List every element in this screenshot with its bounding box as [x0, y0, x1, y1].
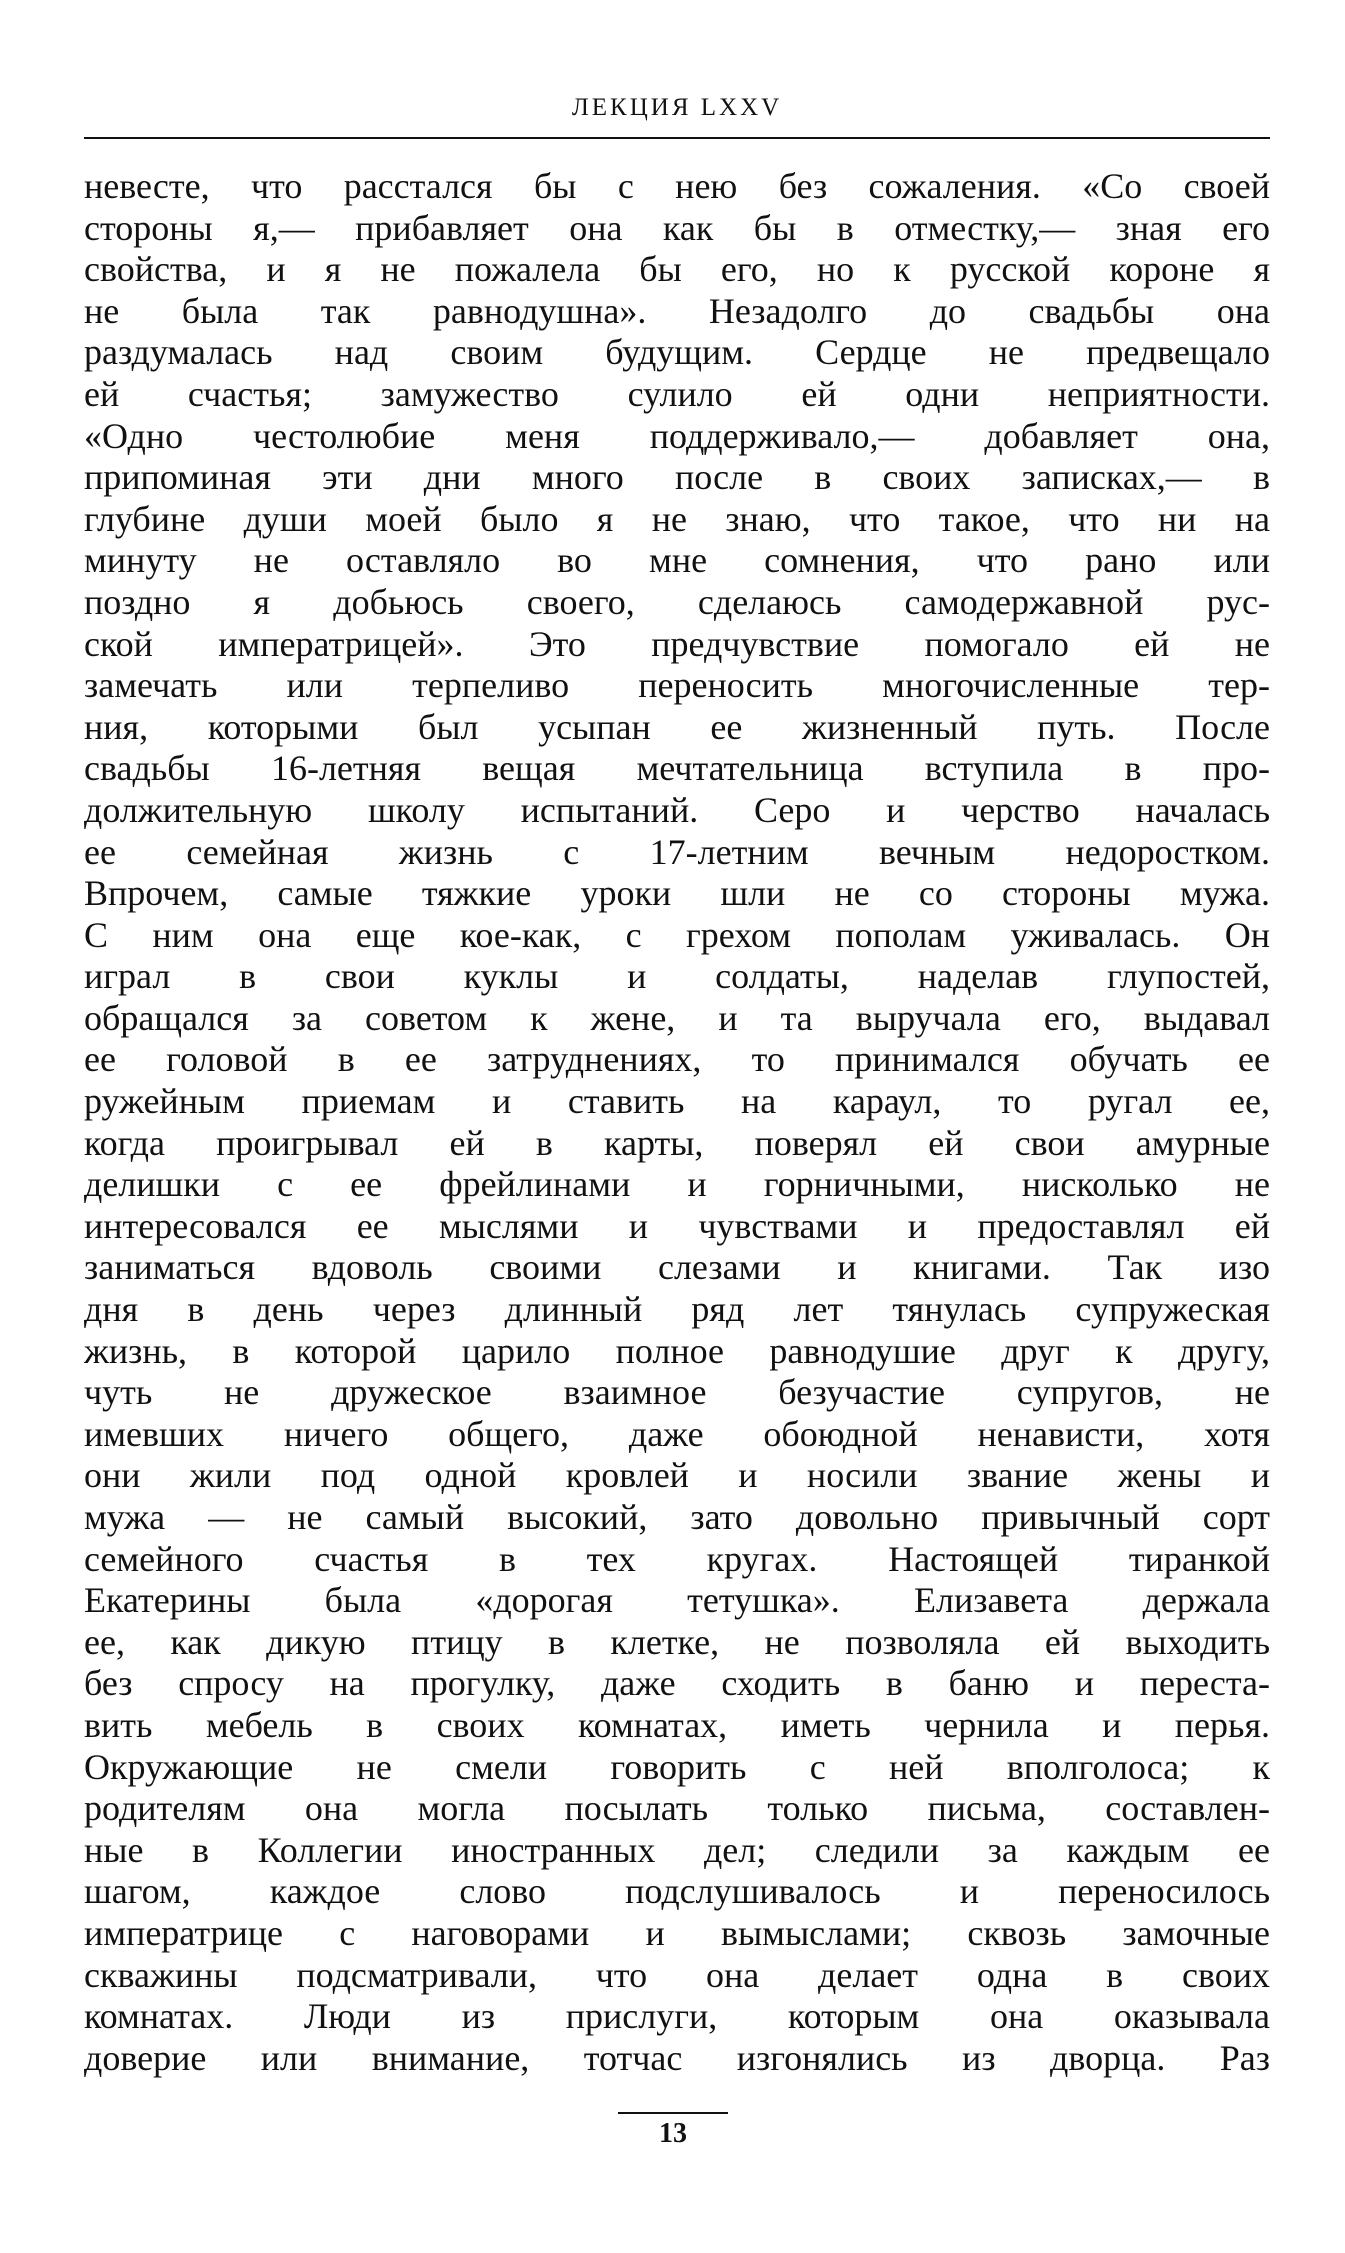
text-line: «Одно честолюбие меня поддерживало,— добавляет она,: [84, 415, 1270, 456]
text-line: ные в Коллегии иностранных дел; следили за каждым ее: [84, 1829, 1270, 1870]
text-line: когда проигрывал ей в карты, поверял ей свои амурные: [84, 1122, 1270, 1163]
text-line: без спросу на прогулку, даже сходить в баню и переста-: [84, 1663, 1270, 1704]
text-line: императрице с наговорами и вымыслами; сквозь замочные: [84, 1912, 1270, 1953]
header-rule: [84, 137, 1270, 139]
text-line: не была так равнодушна». Незадолго до свадьбы она: [84, 290, 1270, 331]
text-line: имевших ничего общего, даже обоюдной ненависти, хотя: [84, 1413, 1270, 1454]
text-line: минуту не оставляло во мне сомнения, что рано или: [84, 540, 1270, 581]
page-number: 13: [659, 2118, 687, 2149]
text-line: глубине души моей было я не знаю, что такое, что ни на: [84, 498, 1270, 539]
page-number-rule: [618, 2112, 728, 2114]
text-line: Впрочем, самые тяжкие уроки шли не со стороны мужа.: [84, 873, 1270, 914]
text-line: заниматься вдоволь своими слезами и книгами. Так изо: [84, 1247, 1270, 1288]
text-line: ей счастья; замужество сулило ей одни неприятности.: [84, 373, 1270, 414]
body-text: [84, 166, 1270, 2079]
text-line: обращался за советом к жене, и та выручала его, выдавал: [84, 997, 1270, 1038]
text-line: дня в день через длинный ряд лет тянулась супружеская: [84, 1289, 1270, 1330]
text-line: интересовался ее мыслями и чувствами и предоставлял ей: [84, 1205, 1270, 1246]
text-line: свойства, и я не пожалела бы его, но к русской короне я: [84, 249, 1270, 290]
text-line: ской императрицей». Это предчувствие помогало ей не: [84, 623, 1270, 664]
text-line: стороны я,— прибавляет она как бы в отместку,— зная его: [84, 207, 1270, 248]
text-line: чуть не дружеское взаимное безучастие супругов, не: [84, 1372, 1270, 1413]
text-line: жизнь, в которой царило полное равнодушие друг к другу,: [84, 1330, 1270, 1371]
text-line: должительную школу испытаний. Серо и черство началась: [84, 789, 1270, 830]
text-line: скважины подсматривали, что она делает одна в своих: [84, 1954, 1270, 1995]
text-line: раздумалась над своим будущим. Сердце не предвещало: [84, 332, 1270, 373]
text-line: доверие или внимание, тотчас изгонялись из дворца. Раз: [84, 2037, 1270, 2078]
text-line: ружейным приемам и ставить на караул, то ругал ее,: [84, 1081, 1270, 1122]
text-line: вить мебель в своих комнатах, иметь чернила и перья.: [84, 1704, 1270, 1745]
text-line: комнатах. Люди из прислуги, которым она оказывала: [84, 1996, 1270, 2037]
text-line: мужа — не самый высокий, зато довольно привычный сорт: [84, 1497, 1270, 1537]
text-line: они жили под одной кровлей и носили звание жены и: [84, 1455, 1270, 1496]
text-line: ее семейная жизнь с 17-летним вечным недоростком.: [84, 831, 1270, 872]
text-line: невесте, что расстался бы с нею без сожаления. «Со своей: [84, 166, 1270, 206]
text-line: припоминая эти дни много после в своих записках,— в: [84, 457, 1270, 498]
text-line: поздно я добьюсь своего, сделаюсь самодержавной рус-: [84, 581, 1270, 622]
text-line: Екатерины была «дорогая тетушка». Елизавета держала: [84, 1580, 1270, 1621]
text-line: родителям она могла посылать только письма, составлен-: [84, 1788, 1270, 1829]
text-line: свадьбы 16-летняя вещая мечтательница вступила в про-: [84, 748, 1270, 789]
text-line: С ним она еще кое-как, с грехом пополам уживалась. Он: [84, 914, 1270, 955]
text-line: шагом, каждое слово подслушивалось и переносилось: [84, 1871, 1270, 1912]
text-line: ее, как дикую птицу в клетке, не позволяла ей выходить: [84, 1621, 1270, 1662]
text-line: семейного счастья в тех кругах. Настоящей тиранкой: [84, 1538, 1270, 1579]
text-line: играл в свои куклы и солдаты, наделав глупостей,: [84, 956, 1270, 997]
text-line: ее головой в ее затруднениях, то принимался обучать ее: [84, 1039, 1270, 1080]
text-line: ния, которыми был усыпан ее жизненный путь. После: [84, 706, 1270, 747]
text-line: Окружающие не смели говорить с ней вполголоса; к: [84, 1746, 1270, 1787]
running-head: ЛЕКЦИЯ LXXV: [571, 94, 783, 121]
text-line: замечать или терпеливо переносить многочисленные тер-: [84, 665, 1270, 706]
text-line: делишки с ее фрейлинами и горничными, нисколько не: [84, 1164, 1270, 1205]
